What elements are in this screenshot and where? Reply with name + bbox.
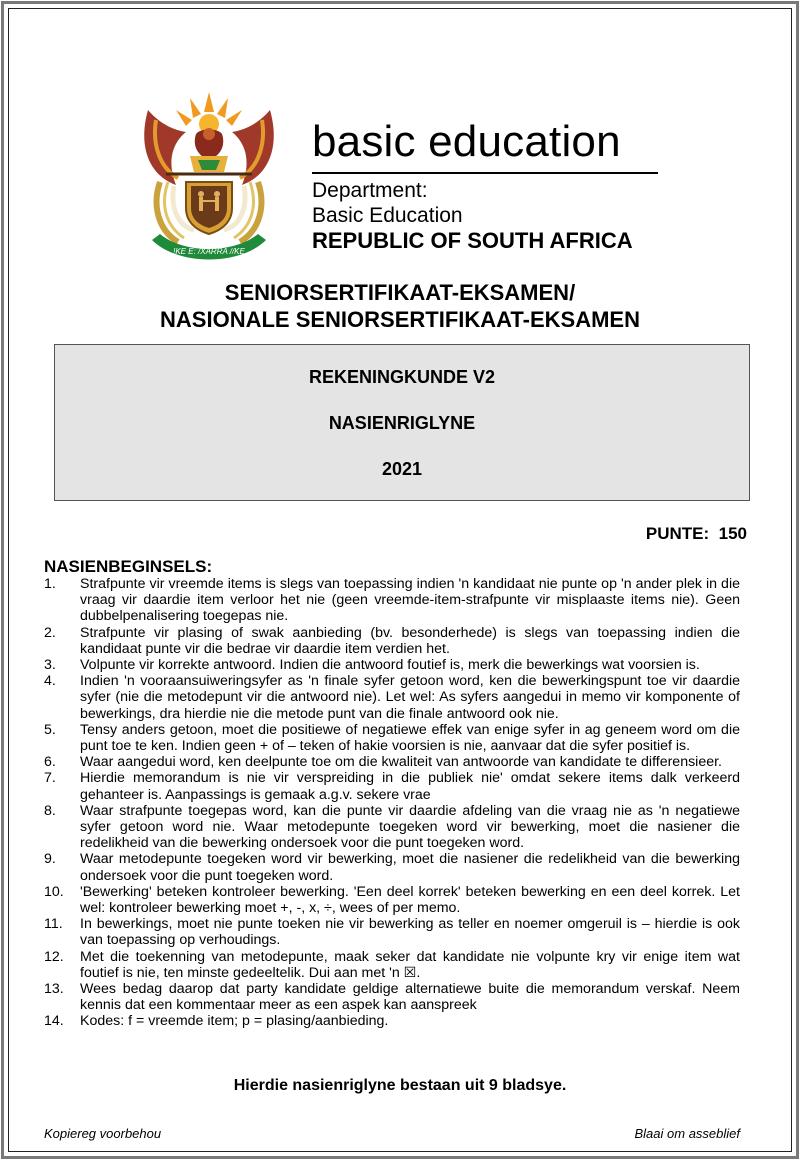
list-item-text: Waar aangedui word, ken deelpunte toe om die kwaliteit van antwoorde van kandidate te differensieer. <box>80 754 722 771</box>
list-item-number: 7. <box>44 770 56 787</box>
list-item-text: Volpunte vir korrekte antwoord. Indien die antwoord foutief is, merk die bewerkings wat voorsien is. <box>80 657 700 674</box>
turn-page-note: Blaai om asseblief <box>634 1126 740 1141</box>
list-item-text: Waar strafpunte toegepas word, kan die punte vir daardie afdeling van die vraag nie as 'n negatiewe syfer getoon word nie. Waar metodepunte toegeken word vir bewerking, moet die nasiener die redelikheid van die bewerking ondersoek voor die punt toegeken word. <box>80 802 740 852</box>
list-item-text: Waar metodepunte toegeken word vir bewerking, moet die nasiener die redelikheid van die bewerking ondersoek voor die punt toegeken word. <box>80 851 740 884</box>
list-item-number: 5. <box>44 721 56 738</box>
country-name: REPUBLIC OF SOUTH AFRICA <box>312 228 633 253</box>
list-item <box>44 803 740 852</box>
principles-list <box>44 576 740 1030</box>
subject-title: REKENINGKUNDE V2 <box>308 367 496 387</box>
list-item <box>44 754 740 770</box>
list-item <box>44 657 740 673</box>
list-item <box>44 673 740 722</box>
list-item-number: 1. <box>44 576 56 592</box>
exam-year: 2021 <box>381 459 423 479</box>
list-item-number: 2. <box>44 624 56 641</box>
list-item <box>44 884 740 916</box>
total-marks: PUNTE: 150 <box>645 524 747 543</box>
list-item <box>44 625 740 657</box>
brand-underline <box>312 172 658 174</box>
brand-name: basic education <box>312 117 621 166</box>
principles-heading: NASIENBEGINSELS: <box>44 557 213 576</box>
list-item <box>44 981 740 1013</box>
coat-of-arms-logo <box>138 90 280 265</box>
list-item-text: Tensy anders getoon, moet die positiewe of negatiewe effek van enige syfer in ag geneem word om die punt toe te ken. Indien geen + of – teken of hakie voorsien is nie, aanvaar dat die syfer positief is. <box>80 721 740 755</box>
list-item-text: Strafpunte vir vreemde items is slegs van toepassing indien 'n kandidaat nie punte op 'n ander plek in die vraag vir daardie item verloor het nie (geen vreemde-item-strafpunte vir misplaaste items nie). Geen dubbelpenalisering toegepas nie. <box>80 576 740 625</box>
list-item-number: 11. <box>44 916 63 933</box>
list-item <box>44 851 740 883</box>
list-item <box>44 770 740 802</box>
copyright-note: Kopiereg voorbehou <box>44 1126 162 1141</box>
list-item-number: 13. <box>44 981 64 998</box>
exam-title-line1: SENIORSERTIFIKAAT-EKSAMEN/ <box>224 280 576 305</box>
list-item-number: 3. <box>44 657 56 674</box>
list-item-text: Met die toekenning van metodepunte, maak seker dat kandidate nie volpunte kry vir enige item wat foutief is nie, ten minste gedeeltelik. Dui aan met 'n ☒. <box>80 948 740 981</box>
list-item-number: 4. <box>44 673 56 690</box>
list-item-text: Hierdie memorandum is nie vir verspreiding in die publiek nie' omdat sekere items dalk verkeerd gehanteer is. Aanpassings is gemaak a.g.v. sekere vrae <box>80 770 740 803</box>
list-item <box>44 576 740 625</box>
list-item-number: 6. <box>44 754 56 771</box>
list-item-text: Kodes: f = vreemde item; p = plasing/aanbieding. <box>80 1013 389 1030</box>
list-item-text: Wees bedag daarop dat party kandidate geldige alternatiewe buite die memorandum verskaf. Neem kennis dat een kommentaar meer as een aspek kan aanspreek <box>80 981 740 1014</box>
list-item-number: 8. <box>44 802 56 819</box>
list-item <box>44 722 740 754</box>
emblem-motto: !KE E: /XARRA //KE <box>173 247 245 256</box>
list-item-number: 9. <box>44 851 56 868</box>
list-item <box>44 916 740 948</box>
list-item-number: 14. <box>44 1013 64 1030</box>
title-box <box>54 344 750 501</box>
document-type: NASIENRIGLYNE <box>328 413 476 433</box>
list-item-text: Indien 'n vooraansuiweringsyfer as 'n finale syfer getoon word, ken die bewerkingspunt toe vir daardie syfer (nie die metodepunt vir die antwoord nie). Let wel: As syfers aangedui in memo vir komponente of bewerkings, dra hierdie nie die metode punt van die finale antwoord ook nie. <box>80 673 740 722</box>
page-count-note: Hierdie nasienriglyne bestaan uit 9 bladsye. <box>233 1077 567 1094</box>
list-item-text: Strafpunte vir plasing of swak aanbieding (bv. besonderhede) is slegs van toepassing indien die kandidaat punte vir die bedrae vir daardie item verdien het. <box>80 624 740 657</box>
list-item-text: 'Bewerking' beteken kontroleer bewerking. 'Een deel korrek' beteken bewerking en een deel korrek. Let wel: kontroleer bewerking moet +, -, x, ÷, wees of per memo. <box>80 883 740 917</box>
department-label: Department: <box>312 179 428 202</box>
exam-title-line2: NASIONALE SENIORSERTIFIKAAT-EKSAMEN <box>160 307 640 332</box>
list-item-number: 12. <box>44 948 64 965</box>
list-item-number: 10. <box>44 883 64 900</box>
department-name: Basic Education <box>312 204 463 227</box>
list-item-text: In bewerkings, moet nie punte toeken nie vir bewerking as teller en noemer omgeruil is – hierdie is ook van toepassing op verhoudings. <box>80 916 740 949</box>
list-item <box>44 949 740 981</box>
list-item <box>44 1013 740 1029</box>
